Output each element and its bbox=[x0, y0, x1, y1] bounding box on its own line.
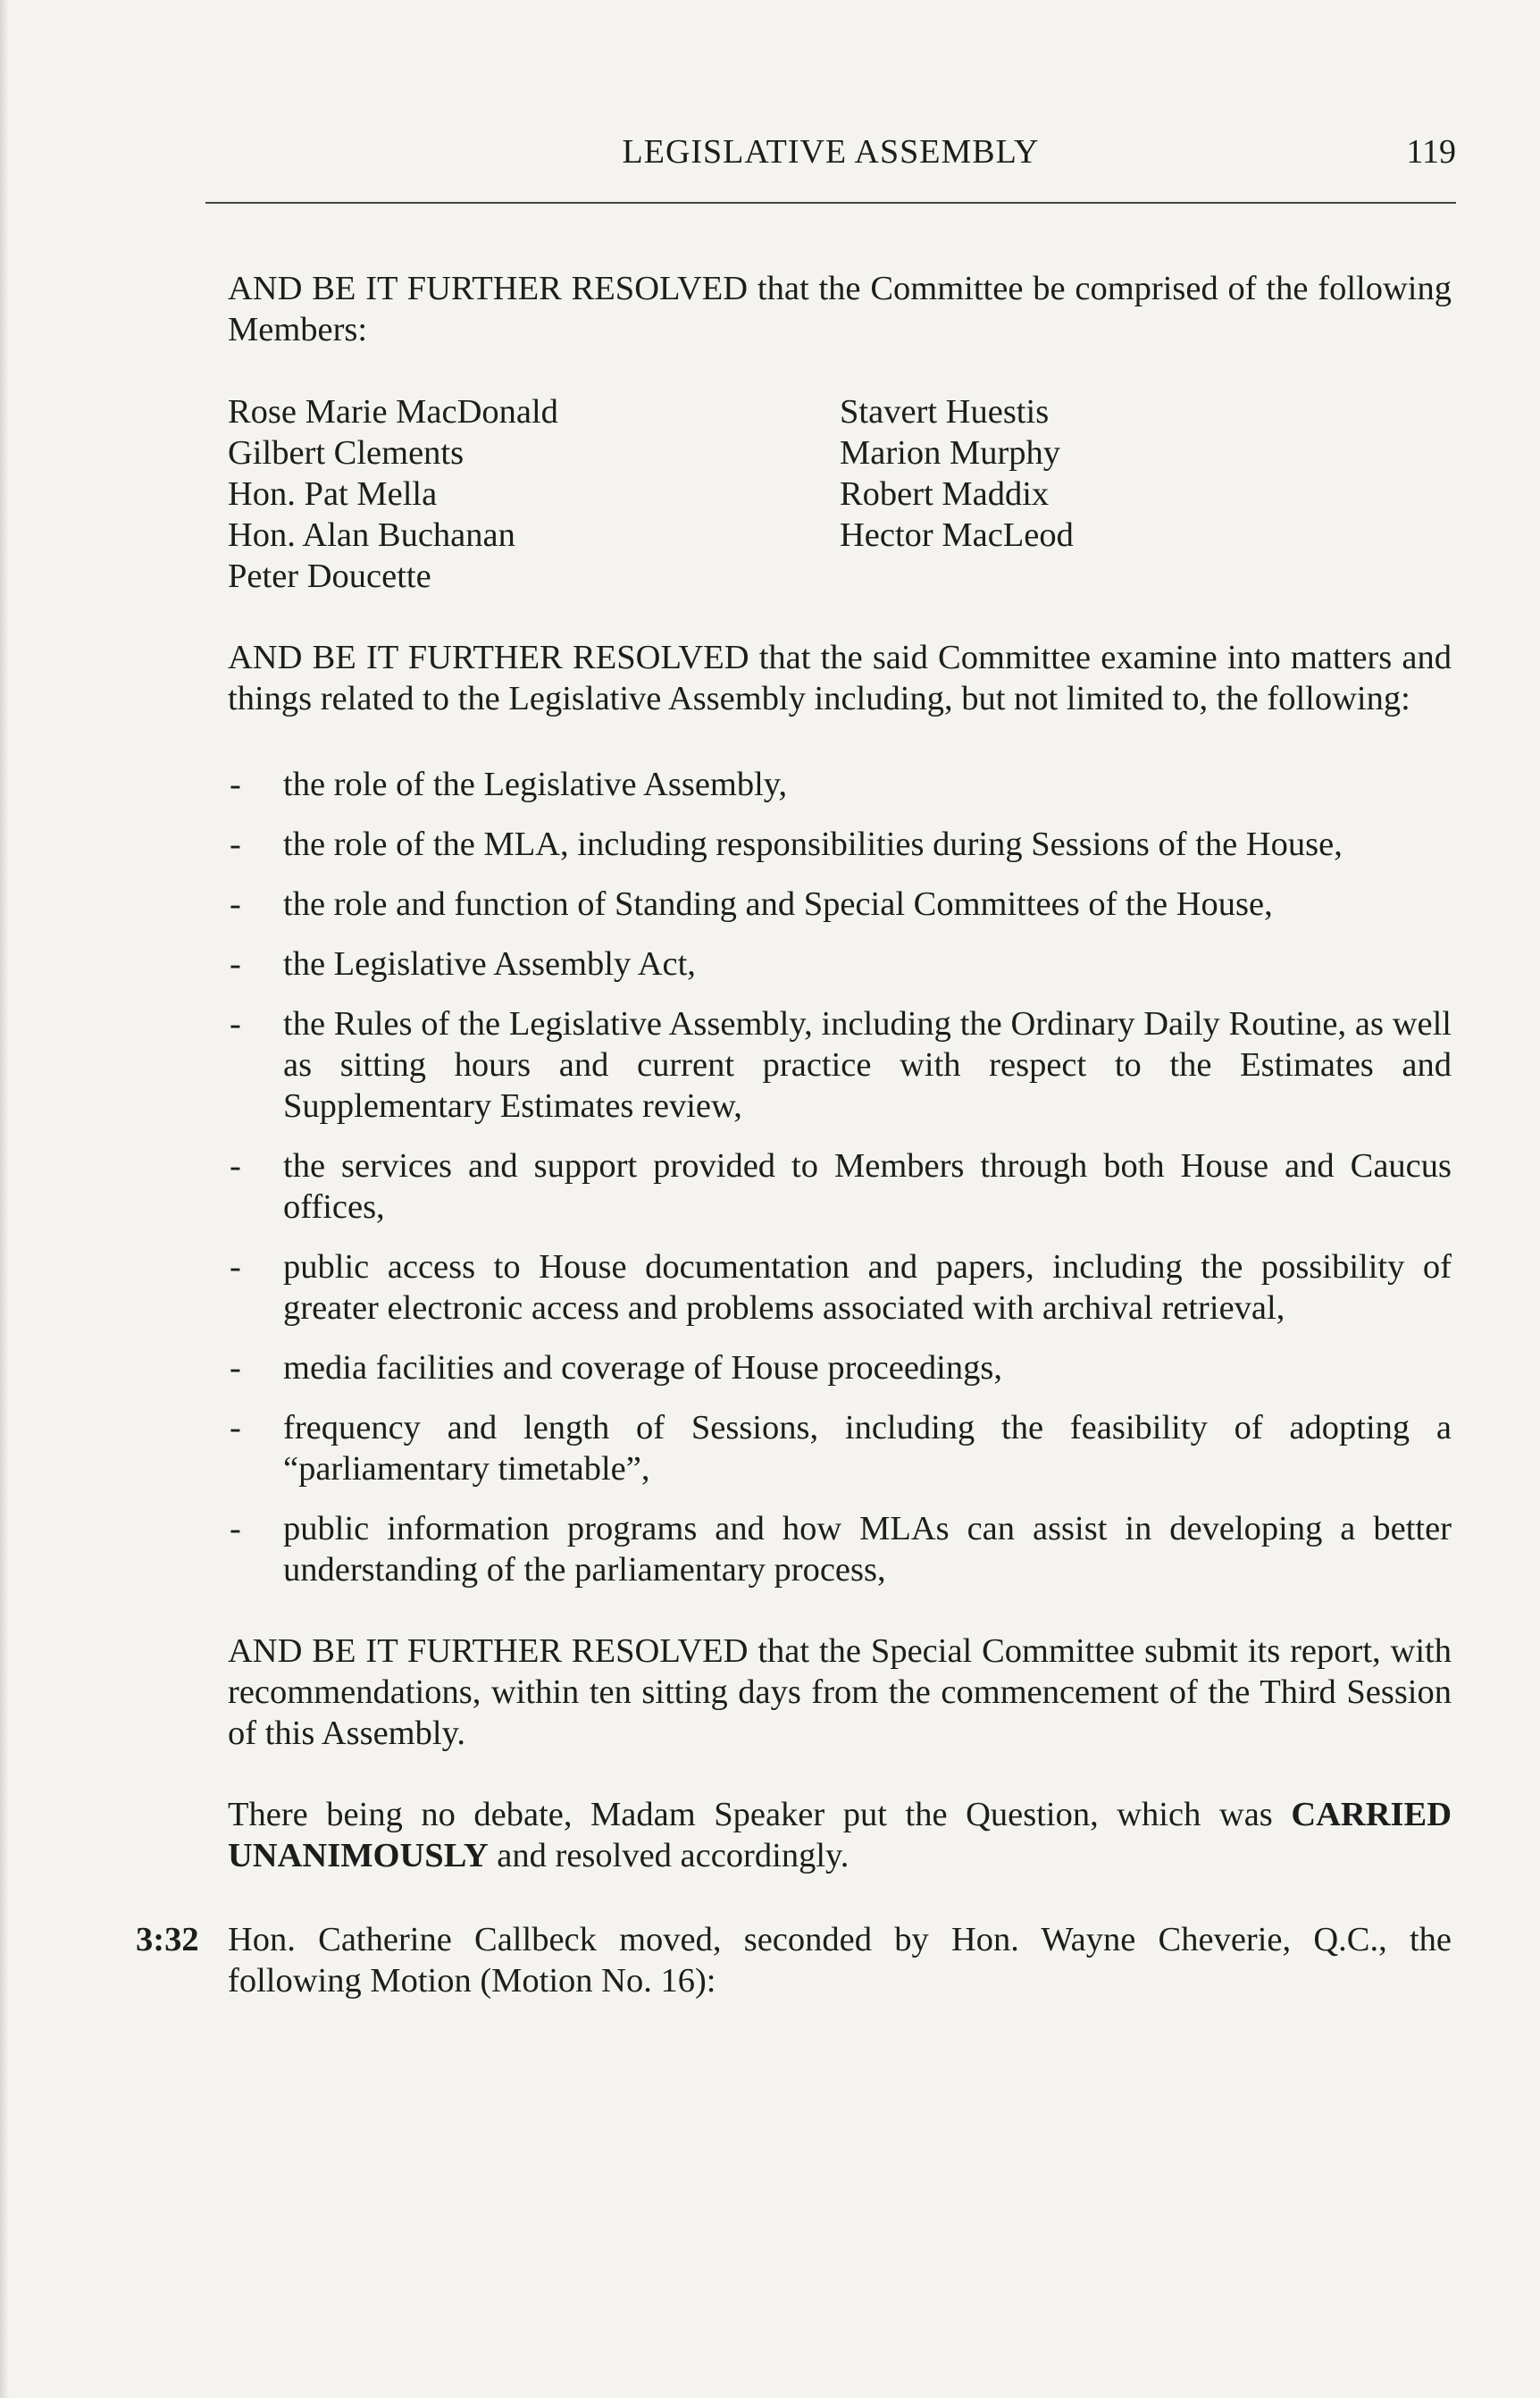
page-number: 119 bbox=[1406, 133, 1456, 171]
list-item-text: the Legislative Assembly Act, bbox=[283, 945, 696, 983]
member-name: Stavert Huestis bbox=[840, 393, 1050, 431]
motion-entry bbox=[136, 1919, 1452, 2001]
list-item bbox=[228, 943, 1452, 985]
page-edge bbox=[0, 0, 9, 2398]
header-rule bbox=[205, 202, 1456, 204]
question-paragraph bbox=[228, 1794, 1452, 1876]
question-text: There being no debate, Madam Speaker put the Question, which was bbox=[228, 1796, 1292, 1833]
member-name: Hon. Pat Mella bbox=[228, 475, 438, 513]
list-marker: - bbox=[230, 826, 241, 863]
list-marker: - bbox=[230, 1409, 241, 1446]
list-item-text: the Rules of the Legislative Assembly, including the Ordinary Daily Routine, as well as sitting hours and current practice with respect to the Estimates and Supplementary Estimates review, bbox=[283, 1005, 1452, 1125]
page-header bbox=[205, 132, 1456, 186]
list-item bbox=[228, 1003, 1452, 1127]
member-name: Hector MacLeod bbox=[840, 516, 1074, 554]
list-item bbox=[228, 1407, 1452, 1489]
question-text-end: and resolved accordingly. bbox=[488, 1837, 850, 1874]
list-item-text: the role of the Legislative Assembly, bbox=[283, 766, 788, 803]
question-result: CARRIED UNANIMOUSLY bbox=[228, 1796, 1452, 1874]
member-name: Rose Marie MacDonald bbox=[228, 393, 558, 431]
list-item bbox=[228, 1246, 1452, 1329]
time-stamp: 3:32 bbox=[136, 1921, 199, 1958]
running-head: LEGISLATIVE ASSEMBLY bbox=[622, 133, 1040, 171]
list-item bbox=[228, 1508, 1452, 1590]
list-marker: - bbox=[230, 766, 241, 803]
list-item-text: media facilities and coverage of House proceedings, bbox=[283, 1349, 1002, 1387]
members-list bbox=[228, 391, 1452, 597]
list-item bbox=[228, 764, 1452, 805]
list-item-text: the services and support provided to Members through both House and Caucus offices, bbox=[283, 1147, 1452, 1226]
list-marker: - bbox=[230, 1349, 241, 1387]
list-item-text: frequency and length of Sessions, including the feasibility of adopting a “parliamentary timetable”, bbox=[283, 1409, 1452, 1488]
list-item-text: the role of the MLA, including responsibilities during Sessions of the House, bbox=[283, 826, 1343, 863]
members-right-column bbox=[840, 391, 1452, 597]
list-item-text: the role and function of Standing and Special Committees of the House, bbox=[283, 885, 1273, 923]
member-name: Robert Maddix bbox=[840, 475, 1050, 513]
list-item-text: public access to House documentation and papers, including the possibility of greater electronic access and problems associated with archival retrieval, bbox=[283, 1248, 1452, 1327]
list-marker: - bbox=[230, 1248, 241, 1286]
list-item-text: public information programs and how MLAs can assist in developing a better understanding of the parliamentary process, bbox=[283, 1510, 1452, 1589]
member-name: Gilbert Clements bbox=[228, 434, 465, 472]
list-item bbox=[228, 1347, 1452, 1388]
list-item bbox=[228, 824, 1452, 865]
report-paragraph: AND BE IT FURTHER RESOLVED that the Special Committee submit its report, with recommendations, within ten sitting days from the commencement of the Third Session of this Assembly. bbox=[228, 1632, 1452, 1752]
motion-text: Hon. Catherine Callbeck moved, seconded by Hon. Wayne Cheverie, Q.C., the following Motion (Motion No. 16): bbox=[228, 1921, 1452, 2000]
list-marker: - bbox=[230, 1147, 241, 1185]
list-item bbox=[228, 1145, 1452, 1228]
examine-paragraph: AND BE IT FURTHER RESOLVED that the said Committee examine into matters and things related to the Legislative Assembly including, but not limited to, the following: bbox=[228, 639, 1452, 717]
member-name: Peter Doucette bbox=[228, 558, 431, 595]
members-left-column bbox=[228, 391, 840, 597]
member-name: Marion Murphy bbox=[840, 434, 1061, 472]
list-marker: - bbox=[230, 885, 241, 923]
list-marker: - bbox=[230, 945, 241, 983]
topic-list bbox=[228, 764, 1452, 1590]
list-marker: - bbox=[230, 1510, 241, 1547]
page-body bbox=[136, 268, 1452, 2001]
list-item bbox=[228, 884, 1452, 925]
intro-paragraph: AND BE IT FURTHER RESOLVED that the Committee be comprised of the following Members: bbox=[228, 270, 1452, 348]
member-name: Hon. Alan Buchanan bbox=[228, 516, 515, 554]
list-marker: - bbox=[230, 1005, 241, 1043]
